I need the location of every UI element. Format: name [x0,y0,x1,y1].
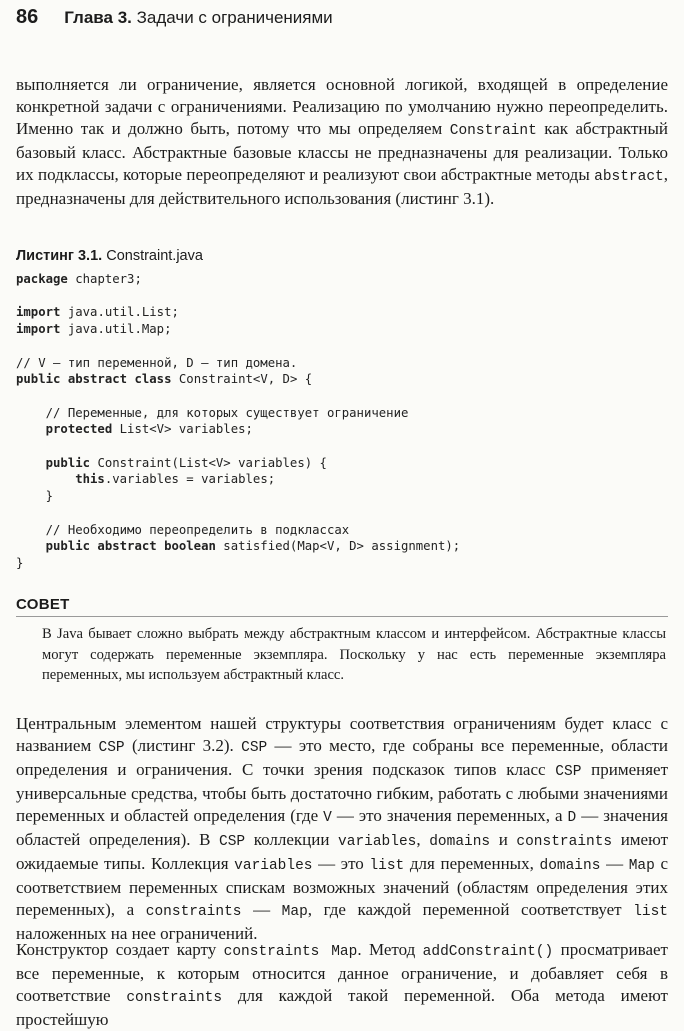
code-keyword: public [16,455,91,470]
listing-label: Листинг 3.1. [16,248,103,264]
chapter-label: Глава 3. [64,8,132,27]
text-run: просматривает все переменные, к которым относится данное ограничение, и добавляет себя в соответствие [16,940,668,1005]
inline-code: constraints [516,834,613,850]
text-run: . Метод [357,940,423,959]
inline-code: Constraint [449,123,537,139]
note-text: В Java бывает сложно выбрать между абстрактным классом и интерфейсом. Абстрактные классы могут содержать переменные экземпляра. Поскольку у нас есть переменные экземпляра переменных, мы используем абстрактный класс. [42,626,666,683]
code-keyword: import [16,322,61,337]
inline-code: Map [628,858,655,874]
text-run: , предназначены для действительного использования (листинг 3.1). [16,165,668,208]
inline-code: constraints [126,990,223,1006]
text-run: , [416,830,430,849]
text-run: наложенных на нее ограничений. [16,924,258,943]
code-text: java.util.Map; [60,322,172,337]
text-run: — это место, где собраны все переменные, области определения и ограничения. С точки зрения подсказок типов класс [16,736,668,779]
note-divider [16,616,668,617]
running-header [16,6,666,29]
text-run: как абстрактный базовый класс. Абстрактные базовые классы не предназначены для реализации. Только их подклассы, которые переопределяют и реализуют свои абстрактные методы [16,119,668,184]
code-listing [16,271,460,572]
inline-code: Map [281,904,308,920]
code-text: } [16,489,54,504]
text-run: — это значения переменных, а [331,806,568,825]
text-run: — это [312,854,370,873]
page-number: 86 [16,6,39,28]
inline-code: domains [539,858,601,874]
chapter-title [64,8,332,28]
text-run: (листинг 3.2). [124,736,242,755]
code-text: List<V> variables; [112,422,253,437]
inline-code: abstract [594,169,664,185]
text-run: — [241,900,282,919]
paragraph-1 [16,74,668,210]
text-run: — [600,854,629,873]
paragraph-3 [16,939,668,1031]
code-keyword: public abstract boolean [16,539,216,554]
code-text: satisfied(Map<V, D> assignment); [215,539,461,554]
inline-code: CSP [555,764,582,780]
code-keyword: package [16,272,68,286]
code-keyword: protected [16,422,113,437]
text-run: с соответствием переменных спискам возможных значений (областям определения этих переменных), а [16,854,669,919]
text-run: выполняется ли ограничение, является основной логикой, входящей в определение конкретной задачи с ограничениями. Реализацию по умолчанию нужно переопределить. Именно так и должно быть, потому что мы определяем [16,75,668,138]
code-text: } [16,555,24,570]
listing-title [16,248,203,264]
text-run: применяет универсальные средства, чтобы быть достаточно гибким, работать с любыми значениями переменных и областей определения (где [16,760,669,825]
inline-code: constraints [145,904,242,920]
code-text: Constraint(List<V> variables) { [90,455,327,470]
inline-code: V [323,810,332,826]
inline-code: CSP [219,834,246,850]
code-text: chapter3; [67,272,142,286]
paragraph-2 [16,713,668,945]
inline-code: domains [429,834,491,850]
text-run: Центральным элементом нашей структуры соответствия ограничениям будет класс с названием [16,714,668,755]
text-run: для каждой такой переменной. Оба метода имеют простейшую [16,986,668,1029]
code-text: java.util.List; [60,305,179,320]
chapter-name: Задачи с ограничениями [136,8,333,27]
note-heading: СОВЕТ [16,596,70,613]
text-run: имеют ожидаемые типы. Коллекция [16,830,669,873]
code-text: Constraint<V, D> { [171,372,313,387]
text-run: для переменных, [404,854,540,873]
listing-filename: Constraint.java [106,248,203,264]
inline-code: CSP [241,740,268,756]
code-keyword: this [16,472,105,487]
inline-code: variables [234,858,313,874]
code-comment: // V — тип переменной, D — тип домена. [16,355,298,370]
inline-code: D [567,810,577,826]
text-run: , где каждой переменной соответствует [307,900,634,919]
code-keyword: import [16,305,61,320]
text-run: коллекции [245,830,339,849]
inline-code: list [369,858,405,874]
inline-code: CSP [98,740,125,756]
text-run: и [490,830,517,849]
code-keyword: public abstract class [16,372,172,387]
inline-code: constraints Map [223,944,358,960]
code-comment: // Необходимо переопределить в подклассах [16,522,350,537]
text-run: Конструктор создает карту [16,940,224,959]
code-comment: // Переменные, для которых существует ограничение [16,405,409,420]
inline-code: list [633,904,668,920]
inline-code: addConstraint() [422,944,554,960]
code-text: .variables = variables; [104,472,276,487]
text-run: — значения областей определения). В [16,806,668,849]
inline-code: variables [338,834,417,850]
